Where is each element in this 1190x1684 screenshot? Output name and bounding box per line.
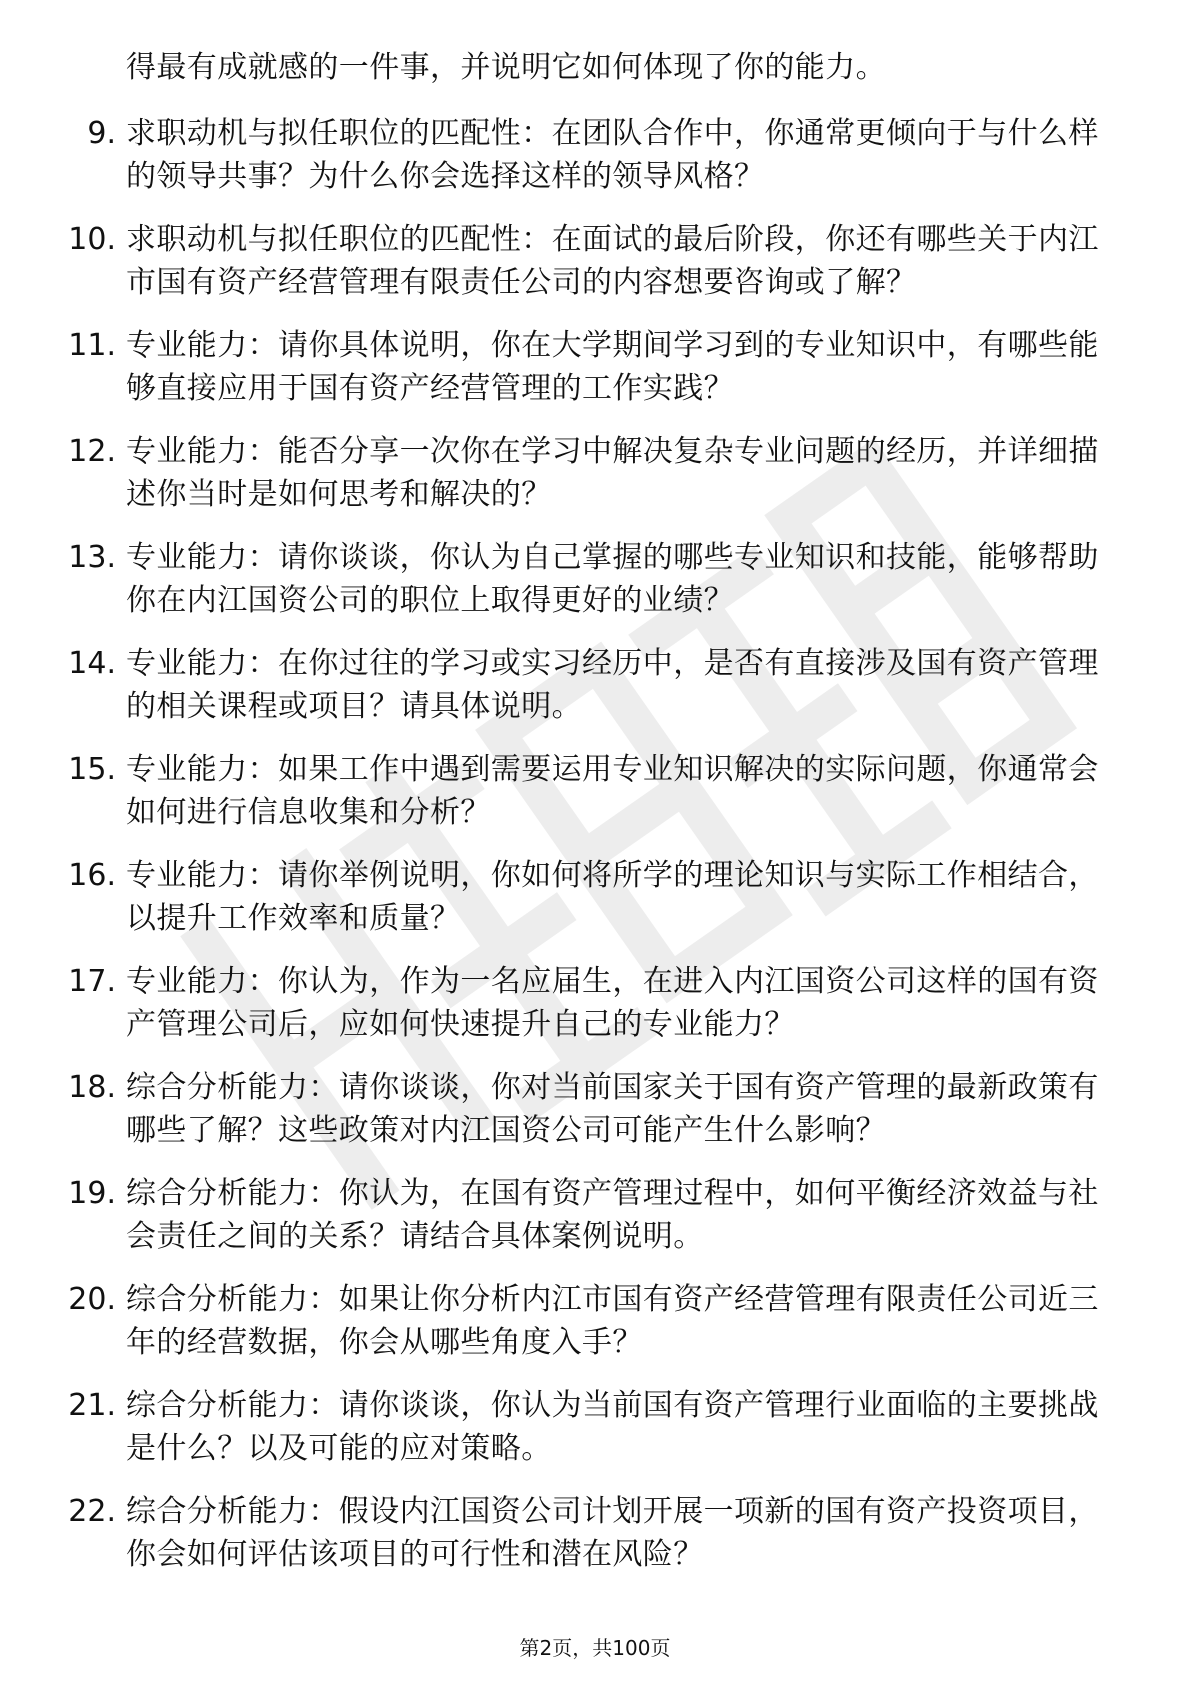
question-number: 9. (87, 116, 116, 151)
question-number: 17. (68, 964, 116, 999)
question-text: 专业能力：请你具体说明，你在大学期间学习到的专业知识中，有哪些能够直接应用于国有资产经营管理的工作实践？ (126, 328, 1099, 406)
question-number: 20. (68, 1282, 116, 1317)
question-item (0, 748, 1190, 834)
question-text: 专业能力：如果工作中遇到需要运用专业知识解决的实际问题，你通常会如何进行信息收集和分析？ (126, 752, 1099, 830)
question-text: 综合分析能力：请你谈谈，你对当前国家关于国有资产管理的最新政策有哪些了解？这些政策对内江国资公司可能产生什么影响？ (126, 1070, 1099, 1148)
question-text: 专业能力：能否分享一次你在学习中解决复杂专业问题的经历，并详细描述你当时是如何思考和解决的？ (126, 434, 1099, 512)
question-text: 综合分析能力：如果让你分析内江市国有资产经营管理有限责任公司近三年的经营数据，你会从哪些角度入手？ (126, 1282, 1099, 1360)
question-number: 13. (68, 540, 116, 575)
question-number: 22. (68, 1494, 116, 1529)
question-text: 专业能力：你认为，作为一名应届生，在进入内江国资公司这样的国有资产管理公司后，应如何快速提升自己的专业能力？ (126, 964, 1099, 1042)
question-number: 21. (68, 1388, 116, 1423)
question-item (0, 642, 1190, 728)
question-item (0, 1490, 1190, 1576)
question-text: 专业能力：在你过往的学习或实习经历中，是否有直接涉及国有资产管理的相关课程或项目？请具体说明。 (126, 646, 1099, 724)
question-number: 11. (68, 328, 116, 363)
question-item (0, 112, 1190, 198)
question-text: 求职动机与拟任职位的匹配性：在面试的最后阶段，你还有哪些关于内江市国有资产经营管理有限责任公司的内容想要咨询或了解？ (126, 222, 1099, 300)
question-number: 16. (68, 858, 116, 893)
question-text: 专业能力：请你谈谈，你认为自己掌握的哪些专业知识和技能，能够帮助你在内江国资公司的职位上取得更好的业绩？ (126, 540, 1099, 618)
question-item (0, 324, 1190, 410)
question-number: 10. (68, 222, 116, 257)
question-item (0, 218, 1190, 304)
question-number: 12. (68, 434, 116, 469)
question-number: 19. (68, 1176, 116, 1211)
question-text: 综合分析能力：你认为，在国有资产管理过程中，如何平衡经济效益与社会责任之间的关系？请结合具体案例说明。 (126, 1176, 1099, 1254)
question-number: 18. (68, 1070, 116, 1105)
question-text: 专业能力：请你举例说明，你如何将所学的理论知识与实际工作相结合，以提升工作效率和质量？ (126, 858, 1099, 936)
question-item (0, 854, 1190, 940)
question-number: 14. (68, 646, 116, 681)
question-item (0, 536, 1190, 622)
previous-question-continuation: 得最有成就感的一件事，并说明它如何体现了你的能力。 (126, 50, 886, 85)
question-item (0, 1384, 1190, 1470)
question-item (0, 1172, 1190, 1258)
page-number-footer: 第2页，共100页 (519, 1636, 671, 1660)
question-item (0, 960, 1190, 1046)
question-item (0, 1278, 1190, 1364)
question-item (0, 430, 1190, 516)
question-text: 综合分析能力：请你谈谈，你认为当前国有资产管理行业面临的主要挑战是什么？以及可能的应对策略。 (126, 1388, 1099, 1466)
question-text: 求职动机与拟任职位的匹配性：在团队合作中，你通常更倾向于与什么样的领导共事？为什么你会选择这样的领导风格？ (126, 116, 1099, 194)
question-item (0, 1066, 1190, 1152)
question-text: 综合分析能力：假设内江国资公司计划开展一项新的国有资产投资项目，你会如何评估该项目的可行性和潜在风险？ (126, 1494, 1099, 1572)
question-number: 15. (68, 752, 116, 787)
question-list (0, 112, 1190, 1596)
